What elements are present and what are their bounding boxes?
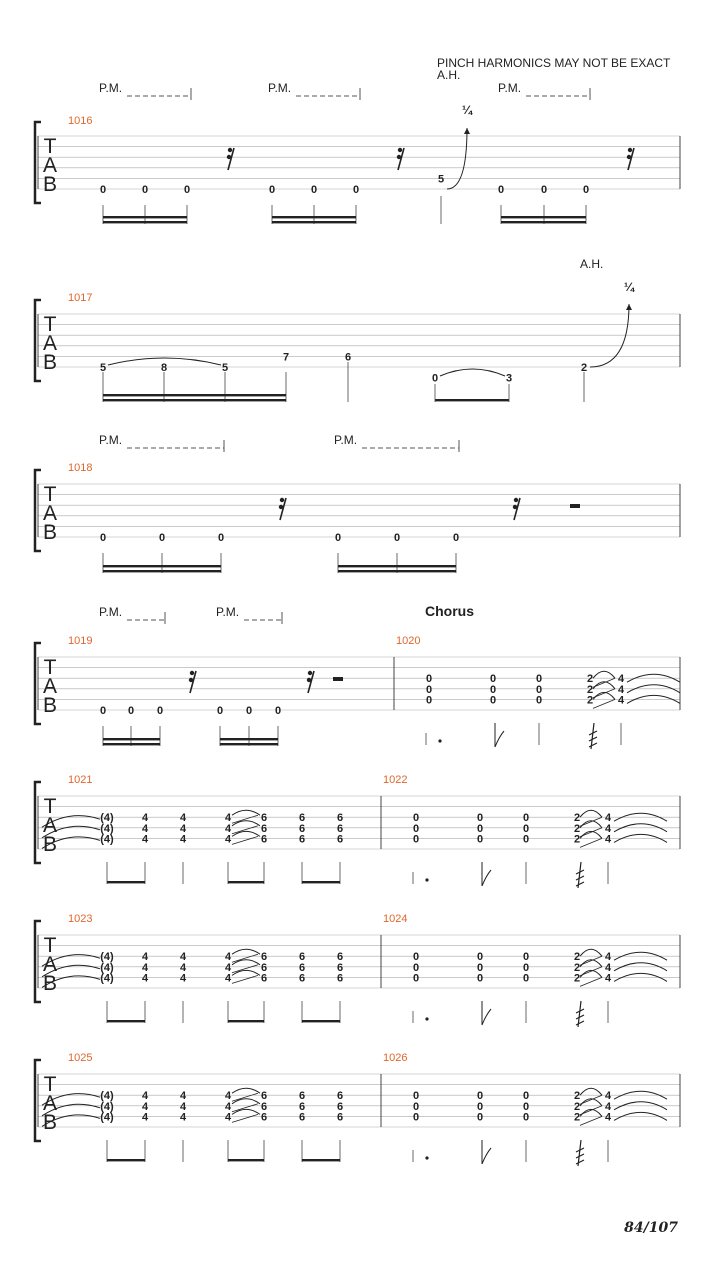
beam	[107, 1159, 145, 1161]
fret-number: 4	[604, 812, 612, 825]
palm-mute-label: P.M.	[498, 81, 522, 95]
fret-number: 4	[179, 1090, 187, 1103]
fret-number: 4	[141, 822, 149, 835]
fret-number: 5	[99, 362, 107, 374]
fret-number: 2	[580, 362, 588, 374]
slide-line	[232, 975, 258, 983]
fret-number: (4)	[100, 822, 114, 835]
fret-number: 0	[522, 812, 530, 825]
fret-number: 2	[586, 673, 594, 686]
tab-clef-letter: B	[42, 694, 58, 717]
fret-number: 2	[573, 1111, 581, 1124]
fret-number: 0	[425, 673, 433, 686]
tab-clef-letter: A	[42, 675, 58, 698]
fret-number: 6	[298, 833, 306, 846]
fret-number: 0	[522, 961, 530, 974]
beam	[501, 221, 586, 223]
eighth-flag	[495, 723, 504, 747]
dot	[425, 1017, 428, 1020]
fret-number: 4	[224, 822, 232, 835]
fret-number: 0	[141, 184, 149, 196]
fret-number: 0	[310, 184, 318, 196]
page-number: 84/107	[624, 1220, 678, 1236]
slide-arc	[232, 1088, 260, 1093]
fret-number: (4)	[100, 961, 114, 974]
dot	[438, 739, 441, 742]
fret-number: 6	[298, 972, 306, 985]
rest-dot	[189, 678, 193, 682]
beam	[338, 565, 456, 567]
fret-number: 7	[282, 351, 290, 364]
fret-number: 2	[573, 833, 581, 846]
fret-number: 4	[604, 961, 612, 974]
fret-number: 0	[425, 694, 433, 707]
beam	[228, 881, 264, 883]
tab-clef-letter: B	[42, 972, 58, 995]
fret-number: 4	[224, 961, 232, 974]
rest-dot	[228, 148, 232, 152]
fret-number: 4	[617, 694, 625, 707]
fret-number: 0	[522, 972, 530, 985]
fret-number: 2	[573, 961, 581, 974]
tab-clef-letter: T	[43, 656, 57, 679]
fret-number: 4	[141, 1111, 149, 1124]
measure-number: 1025	[68, 1052, 93, 1064]
grace-flags	[576, 862, 584, 888]
fret-number: 4	[224, 1090, 232, 1103]
tab-clef-letter: T	[43, 313, 57, 336]
fret-number: 0	[522, 1111, 530, 1124]
rest-dot	[397, 155, 401, 159]
palm-mute-label: P.M.	[99, 605, 123, 619]
fret-number: 4	[224, 951, 232, 964]
rest-dot	[398, 148, 402, 152]
slide-line	[232, 1114, 258, 1122]
beam	[220, 743, 278, 745]
rest-dot	[628, 148, 632, 152]
fret-number: 4	[224, 972, 232, 985]
fret-number: 0	[217, 532, 225, 544]
fret-number: 6	[336, 822, 344, 835]
beam	[220, 738, 278, 740]
pinch-harmonic-note: PINCH HARMONICS MAY NOT BE EXACT	[437, 56, 671, 70]
dot	[425, 1156, 428, 1159]
fret-number: 4	[604, 1090, 612, 1103]
beam	[103, 738, 160, 740]
fret-number: 0	[476, 1100, 484, 1113]
rest-dot	[280, 498, 284, 502]
fret-number: 6	[298, 1100, 306, 1113]
fret-number: 0	[412, 822, 420, 835]
artificial-harmonic-label: A.H.	[580, 257, 604, 271]
fret-number: 4	[179, 1111, 187, 1124]
fret-number: 6	[344, 351, 352, 364]
fret-number: 0	[476, 972, 484, 985]
fret-number: 0	[412, 961, 420, 974]
fret-number: 4	[224, 1111, 232, 1124]
fret-number: 0	[431, 372, 439, 385]
fret-number: 0	[540, 184, 548, 196]
fret-number: 2	[573, 1100, 581, 1113]
beam	[107, 881, 145, 883]
fret-number: 0	[535, 694, 543, 707]
bend-arrowhead	[626, 304, 632, 310]
fret-number: 6	[260, 822, 268, 835]
tab-clef-letter: A	[42, 953, 58, 976]
tie-slur	[593, 671, 615, 678]
measure-number: 1022	[383, 774, 408, 786]
eighth-flag	[482, 1140, 491, 1164]
tab-clef-letter: B	[42, 173, 58, 196]
tab-clef-letter: B	[42, 1111, 58, 1134]
beam	[103, 743, 160, 745]
fret-number: 0	[99, 705, 107, 717]
tab-clef-letter: T	[43, 1073, 57, 1096]
rest-dot	[227, 155, 231, 159]
fret-number: 6	[298, 961, 306, 974]
fret-number: 0	[476, 961, 484, 974]
tab-clef-letter: A	[42, 154, 58, 177]
tab-clef-letter: A	[42, 502, 58, 525]
fret-number: 6	[260, 1090, 268, 1103]
fret-number: 0	[412, 833, 420, 846]
fret-number: 0	[476, 951, 484, 964]
fret-number: 4	[224, 812, 232, 825]
fret-number: (4)	[100, 972, 114, 985]
artificial-harmonic-label: A.H.	[437, 68, 461, 82]
tab-clef-letter: A	[42, 814, 58, 837]
fret-number: 4	[141, 972, 149, 985]
tab-clef-letter: B	[42, 521, 58, 544]
tab-clef-letter: T	[43, 795, 57, 818]
fret-number: 4	[179, 972, 187, 985]
fret-number: (4)	[100, 1100, 114, 1113]
slide-line	[580, 838, 602, 847]
fret-number: (4)	[100, 951, 114, 964]
rest-dot	[190, 671, 194, 675]
beam	[272, 216, 356, 218]
fret-number: 4	[604, 1100, 612, 1113]
measure-number: 1020	[396, 635, 421, 647]
fret-number: 2	[573, 822, 581, 835]
fret-number: 6	[336, 1111, 344, 1124]
fret-number: 0	[522, 1100, 530, 1113]
fret-number: 4	[179, 961, 187, 974]
beam	[103, 216, 187, 218]
fret-number: 4	[141, 833, 149, 846]
fret-number: 8	[160, 362, 168, 374]
fret-number: 0	[99, 532, 107, 544]
fret-number: 4	[617, 673, 625, 686]
tie-slur	[580, 949, 602, 956]
fret-number: 6	[260, 812, 268, 825]
rest-dot	[307, 678, 311, 682]
fret-number: 6	[336, 1090, 344, 1103]
fret-number: 0	[158, 532, 166, 544]
bend-arrowhead	[464, 128, 470, 134]
palm-mute-label: P.M.	[99, 433, 123, 447]
slide-line	[232, 836, 258, 844]
fret-number: 0	[216, 705, 224, 717]
measure-number: 1018	[68, 462, 93, 474]
palm-mute-label: P.M.	[216, 605, 240, 619]
measure-number: 1021	[68, 774, 93, 786]
fret-number: (4)	[100, 1111, 114, 1124]
fret-number: 4	[604, 1111, 612, 1124]
tab-clef-letter: A	[42, 1092, 58, 1115]
fret-number: 2	[586, 694, 594, 707]
fret-number: 0	[352, 184, 360, 196]
bend-curve	[447, 128, 467, 189]
fret-number: 0	[476, 833, 484, 846]
fret-number: 6	[336, 951, 344, 964]
fret-number: 4	[179, 951, 187, 964]
fret-number: 0	[476, 822, 484, 835]
fret-number: 0	[522, 822, 530, 835]
fret-number: 0	[156, 705, 164, 717]
slide-arc	[232, 810, 260, 815]
fret-number: 6	[260, 961, 268, 974]
fret-number: 6	[298, 1111, 306, 1124]
tab-clef-letter: B	[42, 833, 58, 856]
fret-number: 6	[336, 1100, 344, 1113]
measure-number: 1024	[383, 913, 408, 925]
fret-number: 2	[586, 683, 594, 696]
slide-line	[580, 1116, 602, 1125]
fret-number: 4	[141, 961, 149, 974]
fret-number: 0	[476, 1111, 484, 1124]
fret-number: 0	[522, 1090, 530, 1103]
fret-number: 0	[425, 683, 433, 696]
fret-number: 6	[260, 1100, 268, 1113]
fret-number: 0	[412, 812, 420, 825]
fret-number: 0	[497, 184, 505, 196]
fret-number: 4	[604, 972, 612, 985]
fret-number: 5	[437, 173, 445, 186]
fret-number: 0	[489, 683, 497, 696]
section-label-chorus: Chorus	[425, 603, 474, 619]
fret-number: 4	[617, 683, 625, 696]
measure-number: 1016	[68, 115, 93, 127]
rest-dot	[513, 505, 517, 509]
fret-number: 6	[336, 833, 344, 846]
fret-number: 4	[604, 822, 612, 835]
measure-number: 1023	[68, 913, 93, 925]
fret-number: 0	[412, 951, 420, 964]
fret-number: 0	[99, 184, 107, 196]
fret-number: 2	[573, 951, 581, 964]
fret-number: 0	[476, 1090, 484, 1103]
fret-number: 4	[604, 833, 612, 846]
slide-arc	[232, 949, 260, 954]
tab-clef-letter: T	[43, 934, 57, 957]
fret-number: 0	[183, 184, 191, 196]
fret-number: 0	[535, 683, 543, 696]
slide-line	[593, 699, 615, 708]
fret-number: 4	[179, 812, 187, 825]
fret-number: 0	[535, 673, 543, 686]
fret-number: 4	[179, 833, 187, 846]
tab-clef-letter: A	[42, 332, 58, 355]
fret-number: 0	[412, 1100, 420, 1113]
fret-number: 0	[476, 812, 484, 825]
beam	[107, 1020, 145, 1022]
tab-clef-letter: T	[43, 483, 57, 506]
rest-dot	[279, 505, 283, 509]
fret-number: 4	[604, 951, 612, 964]
fret-number: 6	[336, 961, 344, 974]
fret-number: 0	[412, 1111, 420, 1124]
fret-number: 0	[268, 184, 276, 196]
half-rest	[333, 677, 343, 681]
half-rest	[570, 504, 580, 508]
fret-number: 0	[489, 694, 497, 707]
fret-number: 6	[298, 1090, 306, 1103]
beam	[272, 221, 356, 223]
measure-number: 1026	[383, 1052, 408, 1064]
fret-number: 4	[224, 1100, 232, 1113]
fret-number: 0	[412, 972, 420, 985]
measure-number: 1017	[68, 292, 93, 304]
beam	[103, 394, 286, 396]
fret-number: 0	[522, 833, 530, 846]
dot	[425, 878, 428, 881]
fret-number: 6	[298, 822, 306, 835]
fret-number: 6	[298, 812, 306, 825]
fret-number: 2	[573, 1090, 581, 1103]
beam	[103, 399, 286, 401]
fret-number: 0	[245, 705, 253, 717]
grace-flags	[589, 723, 597, 749]
palm-mute-label: P.M.	[99, 81, 123, 95]
fret-number: 2	[573, 972, 581, 985]
tie-slur	[440, 369, 505, 376]
beam	[435, 399, 509, 401]
rest-dot	[627, 155, 631, 159]
fret-number: 0	[127, 705, 135, 717]
fret-number: 4	[141, 812, 149, 825]
fret-number: 4	[141, 1100, 149, 1113]
fret-number: 3	[505, 372, 513, 385]
beam	[103, 565, 221, 567]
tie-slur	[580, 810, 602, 817]
fret-number: 4	[141, 951, 149, 964]
tab-clef-letter: B	[42, 351, 58, 374]
fret-number: (4)	[100, 1090, 114, 1103]
palm-mute-label: P.M.	[268, 81, 292, 95]
fret-number: 6	[260, 833, 268, 846]
tie-slur	[580, 1088, 602, 1095]
fret-number: 6	[298, 951, 306, 964]
beam	[103, 570, 221, 572]
fret-number: 0	[274, 705, 282, 717]
fret-number: 0	[334, 532, 342, 544]
measure-number: 1019	[68, 635, 93, 647]
fret-number: 0	[452, 532, 460, 544]
fret-number: 0	[489, 673, 497, 686]
fret-number: 6	[336, 972, 344, 985]
fret-number: 6	[336, 812, 344, 825]
beam	[228, 1159, 264, 1161]
fret-number: 4	[179, 1100, 187, 1113]
bend-quarter-label: ¼	[623, 280, 635, 294]
eighth-flag	[482, 1001, 491, 1025]
fret-number: 6	[260, 951, 268, 964]
fret-number: 5	[221, 362, 229, 374]
fret-number: 0	[522, 951, 530, 964]
bend-quarter-label: ¼	[461, 103, 473, 117]
fret-number: 0	[393, 532, 401, 544]
beam	[302, 1020, 340, 1022]
tab-clef-letter: T	[43, 135, 57, 158]
grace-flags	[576, 1001, 584, 1027]
fret-number: 0	[412, 1090, 420, 1103]
beam	[338, 570, 456, 572]
fret-number: (4)	[100, 833, 114, 846]
fret-number: (4)	[100, 812, 114, 825]
beam	[501, 216, 586, 218]
beam	[302, 881, 340, 883]
fret-number: 4	[179, 822, 187, 835]
beam	[103, 221, 187, 223]
fret-number: 4	[224, 833, 232, 846]
beam	[228, 1020, 264, 1022]
fret-number: 6	[260, 1111, 268, 1124]
fret-number: 0	[582, 184, 590, 196]
rest-dot	[308, 671, 312, 675]
grace-flags	[576, 1140, 584, 1166]
fret-number: 4	[141, 1090, 149, 1103]
beam	[302, 1159, 340, 1161]
slide-line	[580, 977, 602, 986]
eighth-flag	[482, 862, 491, 886]
fret-number: 2	[573, 812, 581, 825]
fret-number: 6	[260, 972, 268, 985]
palm-mute-label: P.M.	[334, 433, 358, 447]
rest-dot	[514, 498, 518, 502]
